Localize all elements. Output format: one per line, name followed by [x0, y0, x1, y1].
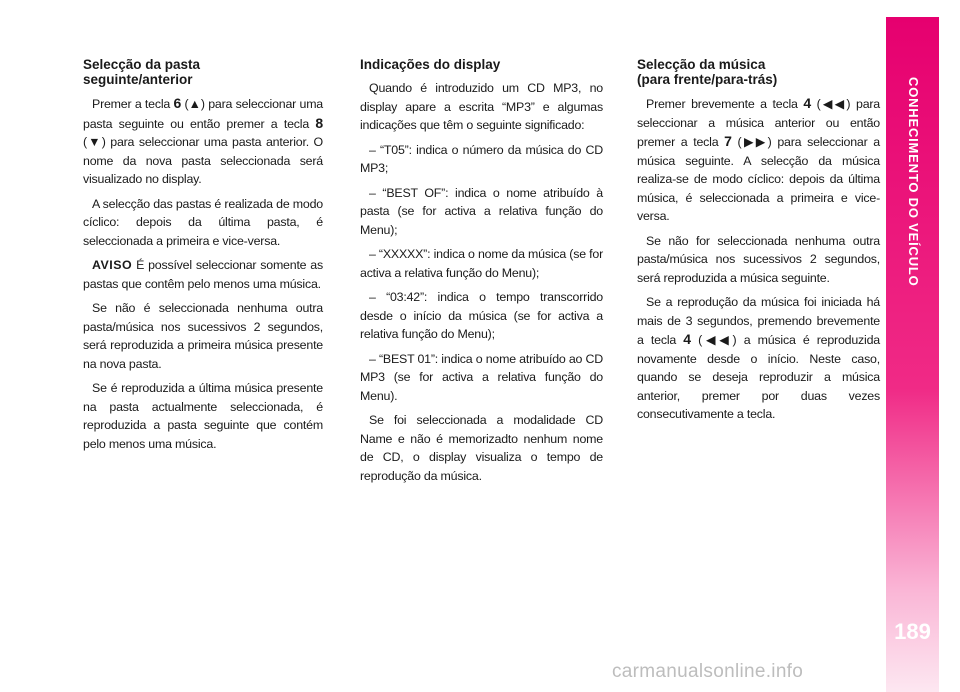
key-6-label: 6	[173, 95, 182, 111]
list-item-elapsed-time: – “03:42”: indica o tempo transcorrido desde o início da música (se for activa a relativa função do Menu);	[360, 290, 603, 341]
key-7-label: 7	[724, 133, 732, 149]
column-display-indications	[360, 57, 603, 491]
paragraph-cd-name-mode: Se foi seleccionada a modalidade CD Name e não é memorizadto nenhum nome de CD, o display visualiza o tempo de reprodução da música.	[360, 413, 603, 483]
text-segment: a música é reproduzida novamente desde o início. Neste caso, quando se deseja reproduzir a música anterior, premer por duas vezes consecutivamente a tecla.	[637, 333, 880, 421]
column-track-selection	[637, 57, 880, 430]
rewind-icon: (◀◀)	[690, 333, 744, 347]
heading-line-1: Selecção da música	[637, 57, 766, 72]
aviso-text: É possível seleccionar somente as pastas que contêm pelo menos uma música.	[83, 258, 323, 291]
key-4-label: 4	[803, 95, 811, 111]
section-title: CONHECIMENTO DO VEÍCULO	[906, 77, 921, 287]
text-segment: para seleccionar a música seguinte. A selecção da música realiza-se de modo cíclico: depois da última música, é seleccionada a primeira e vice-versa.	[637, 135, 880, 223]
page-number: 189	[894, 619, 931, 644]
heading-track-selection	[637, 57, 880, 87]
column-folder-selection	[83, 57, 323, 459]
section-sidebar	[886, 17, 939, 692]
down-arrow-icon: (▼)	[83, 135, 111, 149]
text-segment: para seleccionar uma pasta anterior. O nome da nova pasta seleccionada será visualizado no display.	[83, 135, 323, 186]
list-item-cd-name: – “BEST 01”: indica o nome atribuído ao CD MP3 (se for activa a relativa função do Menu).	[360, 351, 603, 403]
heading-line-1: Selecção da pasta	[83, 57, 201, 72]
heading-folder-selection	[83, 57, 323, 87]
text-segment: Premer brevemente a tecla	[646, 97, 804, 111]
paragraph-track-keys	[637, 94, 880, 226]
key-4-label: 4	[683, 331, 691, 347]
key-8-label: 8	[315, 114, 323, 131]
heading-line-2: (para frente/para-trás)	[637, 72, 778, 87]
text-segment: Se a reprodução da música foi iniciada há mais de 3 segundos, premendo brevemente a tecla	[637, 295, 880, 347]
list-item-folder-name: – “BEST OF”: indica o nome atribuído à pasta (se for activa a relativa função do Menu);	[360, 185, 603, 237]
paragraph-last-track: Se é reproduzida a última música presente na pasta actualmente seleccionada, é reproduzida a pasta seguinte que contém pelo menos uma música.	[83, 381, 323, 451]
paragraph-folder-keys	[83, 94, 323, 189]
heading-line-2: seguinte/anterior	[83, 72, 193, 87]
list-item-track-number: – “T05”: indica o número da música do CD MP3;	[360, 142, 603, 175]
watermark: carmanualsonline.info	[612, 661, 804, 682]
section-title-wrapper	[886, 77, 939, 357]
paragraph-aviso	[83, 256, 323, 293]
aviso-label: AVISO	[92, 258, 133, 272]
list-item-track-name: – “XXXXX”: indica o nome da música (se for activa a relativa função do Menu);	[360, 247, 604, 280]
up-arrow-icon: (▲)	[181, 97, 209, 111]
paragraph-cyclic-selection: A selecção das pastas é realizada de modo cíclico: depois da última pasta, é seleccionada a primeira e vice-versa.	[83, 196, 323, 248]
heading-display-indications: Indicações do display	[360, 57, 501, 72]
text-segment: para seleccionar uma pasta seguinte ou então premer a tecla	[83, 97, 324, 131]
paragraph-restart-track	[637, 293, 880, 424]
paragraph-no-selection: Se não é seleccionada nenhuma outra pasta/música nos sucessivos 2 segundos, será reproduzida a primeira música presente na nova pasta.	[83, 301, 323, 371]
text-segment: para seleccionar a música anterior ou então premer a tecla	[637, 97, 880, 149]
rewind-icon: (◀◀)	[810, 97, 856, 111]
text-segment: Premer a tecla	[92, 97, 174, 111]
paragraph-next-track: Se não for seleccionada nenhuma outra pasta/música nos sucessivos 2 segundos, será reproduzida a música seguinte.	[637, 233, 880, 285]
paragraph-display-intro: Quando é introduzido um CD MP3, no display apare a escrita “MP3” e algumas indicações que têm o seguinte significado:	[360, 81, 603, 132]
fast-forward-icon: (▶▶)	[731, 135, 778, 149]
